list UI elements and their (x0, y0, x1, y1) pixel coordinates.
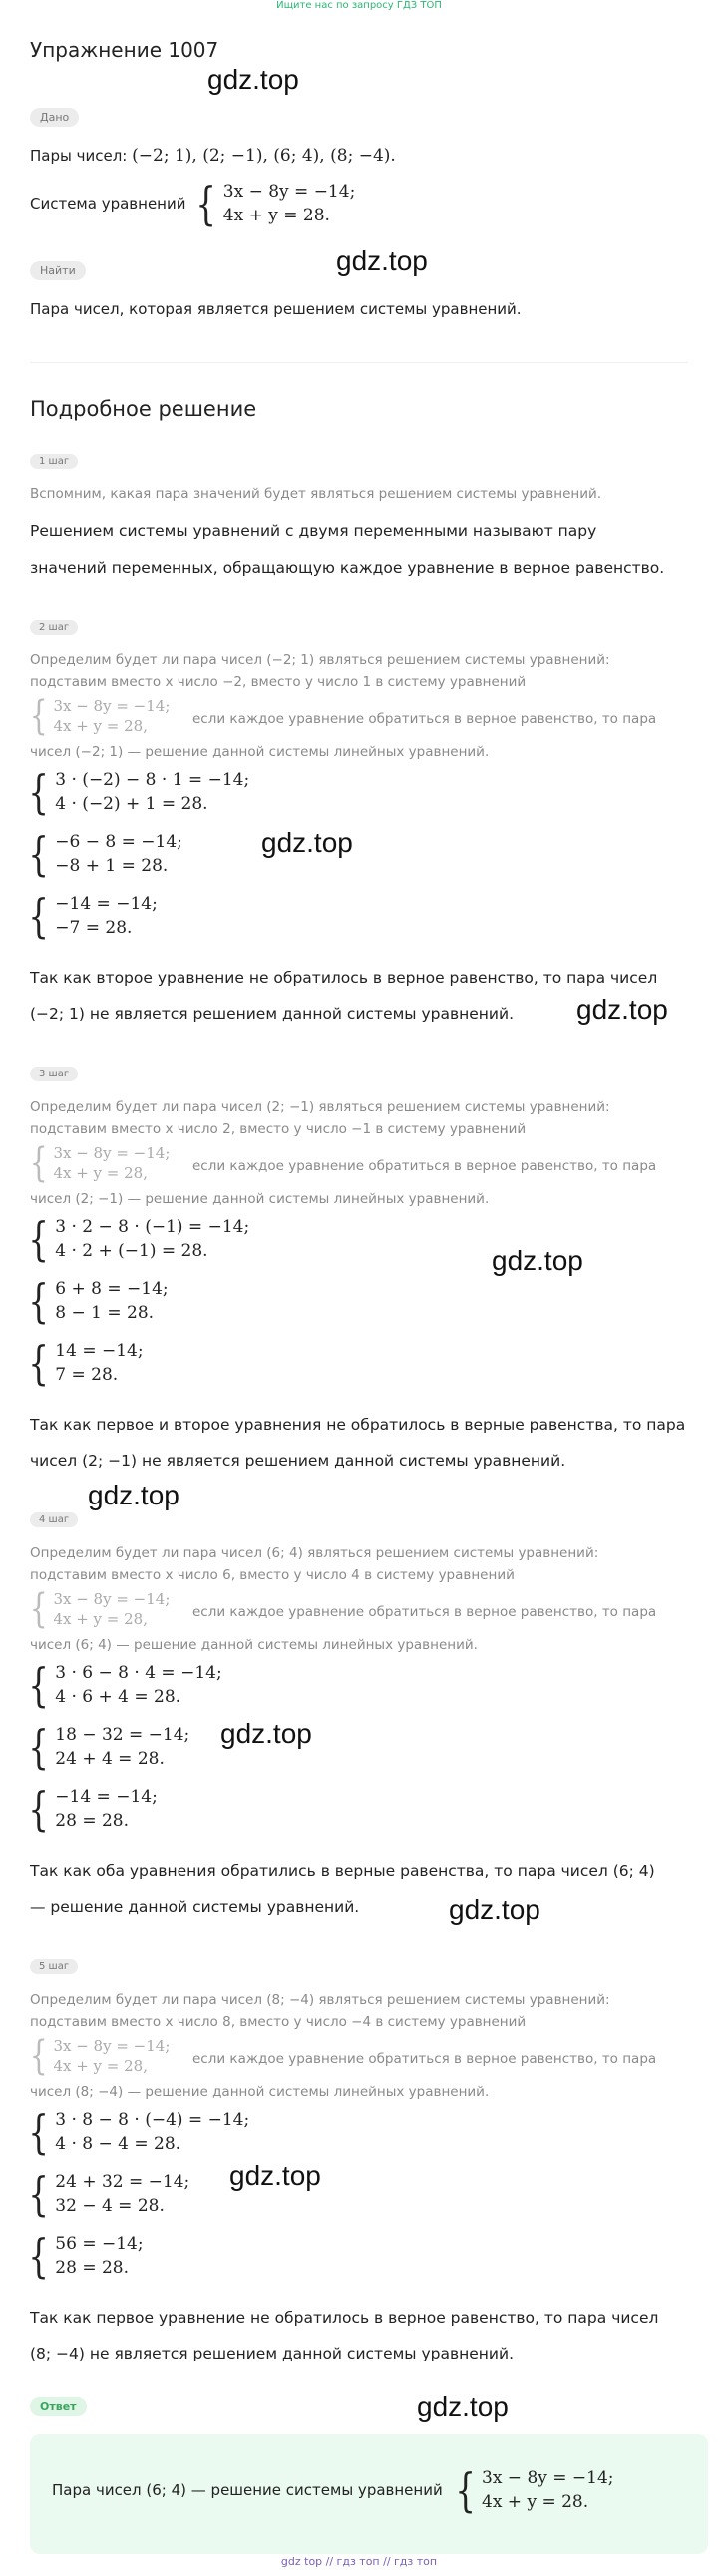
step2-calc2 (24, 827, 182, 881)
calc-eq: 4 · 6 + 4 = 28. (55, 1687, 181, 1707)
step4-pair: чисел (6; 4) (30, 1637, 112, 1653)
step4-generic-system (26, 1586, 171, 1632)
brace-icon: { (28, 1336, 49, 1390)
brace-icon: { (28, 765, 49, 819)
calc-eq: 3 · 2 − 8 · (−1) = −14; (55, 1217, 250, 1237)
step1-line1: Решением системы уравнений с двумя переменными называют пару (30, 522, 597, 540)
step4-pair-line (30, 1637, 478, 1653)
answer-content (52, 2463, 614, 2517)
calc-eq: 3 · (−2) − 8 · 1 = −14; (55, 770, 250, 790)
calc-eq: 18 − 32 = −14; (55, 1725, 190, 1745)
linear-suffix: — решение данной системы линейных уравнений. (127, 2084, 490, 2100)
brace-icon: { (28, 827, 49, 881)
brace-icon: { (28, 1274, 49, 1328)
step3-hint2: подставим вместо x число 2, вместо y число −1 в систему уравнений (30, 1121, 527, 1137)
linear-suffix: — решение данной системы линейных уравнений. (116, 1637, 478, 1653)
step5-pair: чисел (8; −4) (30, 2084, 124, 2100)
calc-eq: 4 · (−2) + 1 = 28. (55, 794, 208, 814)
step5-calc1 (24, 2105, 250, 2159)
calc-eq: 28 = 28. (55, 2258, 130, 2278)
step1-line2: значений переменных, обращающую каждое уравнение в верное равенство. (30, 559, 665, 577)
step5-generic-system (26, 2033, 171, 2079)
generic-eq2: 4x + y = 28, (53, 1164, 148, 1182)
calc-eq: −14 = −14; (55, 894, 158, 914)
brace-icon: { (29, 1586, 48, 1632)
brace-icon: { (455, 2463, 476, 2517)
step5-calc2 (24, 2167, 190, 2221)
step5-calc3 (24, 2229, 144, 2283)
answer-text: Пара чисел (6; 4) — решение системы уравнений (52, 2481, 443, 2499)
step3-pair-line (30, 1191, 489, 1207)
step4-calc2 (24, 1720, 190, 1774)
brace-icon: { (29, 693, 48, 739)
answer-pill: Ответ (30, 2397, 87, 2416)
brace-icon: { (28, 2229, 49, 2283)
brace-icon: { (28, 1658, 49, 1712)
generic-eq2: 4x + y = 28, (53, 2057, 148, 2075)
step2-hint1: Определим будет ли пара чисел (−2; 1) являться решением системы уравнений: (30, 652, 610, 668)
step3-pill: 3 шаг (30, 1067, 78, 1081)
step2-calc1 (24, 765, 250, 819)
step5-pair-line (30, 2084, 489, 2100)
step3-conclusion1: Так как первое и второе уравнения не обратилось в верные равенства, то пара (30, 1416, 686, 1434)
system-label: Система уравнений (30, 195, 186, 213)
brace-icon: { (28, 1212, 49, 1266)
page-title: Упражнение 1007 (30, 38, 219, 62)
calc-eq: 4 · 2 + (−1) = 28. (55, 1241, 208, 1261)
watermark: gdz.top (207, 64, 299, 95)
divider (30, 362, 688, 363)
step2-generic-system (26, 693, 171, 739)
top-note[interactable]: Ищите нас по запросу ГДЗ ТОП (276, 0, 442, 11)
step2-calc3 (24, 889, 158, 943)
system-eq1: 3x − 8y = −14; (222, 182, 356, 202)
generic-eq1: 3x − 8y = −14; (53, 1590, 171, 1608)
generic-eq1: 3x − 8y = −14; (53, 1144, 171, 1162)
generic-eq2: 4x + y = 28, (53, 1610, 148, 1628)
calc-eq: 3 · 8 − 8 · (−4) = −14; (55, 2110, 250, 2130)
calc-eq: 28 = 28. (55, 1811, 130, 1831)
step4-conclusion2: — решение данной системы уравнений. (30, 1898, 360, 1916)
step3-if-text: если каждое уравнение обратиться в верное равенство, то пара (192, 1158, 657, 1174)
answer-eq1: 3x − 8y = −14; (482, 2468, 614, 2488)
step5-pill: 5 шаг (30, 1959, 78, 1974)
watermark: gdz.top (449, 1894, 540, 1925)
step4-conclusion1: Так как оба уравнения обратились в верные равенства, то пара чисел (6; 4) (30, 1862, 655, 1880)
watermark: gdz.top (492, 1245, 583, 1276)
step3-generic-system (26, 1140, 171, 1186)
step5-if-text: если каждое уравнение обратиться в верное равенство, то пара (192, 2051, 657, 2067)
generic-eq1: 3x − 8y = −14; (53, 2037, 171, 2055)
step4-calc3 (24, 1782, 158, 1836)
calc-eq: −7 = 28. (55, 918, 133, 938)
brace-icon: { (28, 2167, 49, 2221)
generic-eq1: 3x − 8y = −14; (53, 697, 171, 715)
step5-conclusion1: Так как первое уравнение не обратилось в верное равенство, то пара чисел (30, 2309, 659, 2327)
step5-hint1: Определим будет ли пара чисел (8; −4) являться решением системы уравнений: (30, 1992, 610, 2008)
step4-hint2: подставим вместо x число 6, вместо y число 4 в систему уравнений (30, 1567, 515, 1583)
calc-eq: 3 · 6 − 8 · 4 = −14; (55, 1663, 222, 1683)
step4-if-text: если каждое уравнение обратиться в верное равенство, то пара (192, 1604, 657, 1620)
step3-hint1: Определим будет ли пара чисел (2; −1) являться решением системы уравнений: (30, 1099, 610, 1115)
pairs-value: (−2; 1), (2; −1), (6; 4), (8; −4). (132, 146, 396, 166)
calc-eq: 24 + 4 = 28. (55, 1749, 165, 1769)
step4-pill: 4 шаг (30, 1512, 78, 1527)
step2-pair: чисел (−2; 1) (30, 744, 124, 760)
calc-eq: 6 + 8 = −14; (55, 1279, 169, 1299)
step3-calc3 (24, 1336, 144, 1390)
watermark: gdz.top (417, 2391, 509, 2422)
step4-hint1: Определим будет ли пара чисел (6; 4) являться решением системы уравнений: (30, 1545, 599, 1561)
step2-hint2: подставим вместо x число −2, вместо y число 1 в систему уравнений (30, 674, 527, 690)
calc-eq: 4 · 8 − 4 = 28. (55, 2134, 181, 2154)
step2-conclusion1: Так как второе уравнение не обратилось в верное равенство, то пара чисел (30, 969, 658, 987)
calc-eq: 14 = −14; (55, 1341, 144, 1361)
step3-calc2 (24, 1274, 169, 1328)
brace-icon: { (28, 2105, 49, 2159)
step3-pair: чисел (2; −1) (30, 1191, 124, 1207)
step1-pill: 1 шаг (30, 454, 78, 469)
step2-pair-line (30, 744, 489, 760)
watermark: gdz.top (88, 1480, 180, 1510)
calc-eq: −6 − 8 = −14; (55, 832, 182, 852)
pairs-line (30, 146, 396, 166)
watermark: gdz.top (261, 827, 353, 858)
system-eq2: 4x + y = 28. (222, 206, 330, 225)
watermark: gdz.top (229, 2160, 321, 2191)
find-pill: Найти (30, 261, 86, 280)
step2-conclusion2: (−2; 1) не является решением данной системы уравнений. (30, 1005, 514, 1023)
step5-conclusion2: (8; −4) не является решением данной системы уравнений. (30, 2345, 514, 2362)
brace-icon: { (28, 1782, 49, 1836)
step2-if-text: если каждое уравнение обратиться в верное равенство, то пара (192, 711, 657, 727)
find-text: Пара чисел, которая является решением системы уравнений. (30, 300, 522, 318)
pairs-label: Пары чисел: (30, 147, 128, 165)
linear-suffix: — решение данной системы линейных уравнений. (127, 744, 490, 760)
calc-eq: 32 − 4 = 28. (55, 2196, 165, 2216)
calc-eq: −14 = −14; (55, 1787, 158, 1807)
brace-icon: { (29, 2033, 48, 2079)
watermark: gdz.top (576, 994, 668, 1025)
given-system (30, 177, 356, 230)
footer-links[interactable]: gdz top // гдз топ // гдз топ (280, 2555, 438, 2568)
step4-calc1 (24, 1658, 222, 1712)
step5-hint2: подставим вместо x число 8, вместо y число −4 в систему уравнений (30, 2014, 527, 2030)
calc-eq: 7 = 28. (55, 1365, 119, 1385)
brace-icon: { (28, 1720, 49, 1774)
watermark: gdz.top (336, 245, 428, 276)
step3-calc1 (24, 1212, 250, 1266)
calc-eq: 24 + 32 = −14; (55, 2172, 190, 2192)
brace-icon: { (195, 177, 217, 230)
calc-eq: −8 + 1 = 28. (55, 856, 169, 876)
step3-conclusion2: чисел (2; −1) не является решением данной системы уравнений. (30, 1452, 566, 1470)
generic-eq2: 4x + y = 28, (53, 717, 148, 735)
step1-hint: Вспомним, какая пара значений будет являться решением системы уравнений. (30, 486, 602, 502)
given-pill: Дано (30, 108, 79, 127)
calc-eq: 56 = −14; (55, 2234, 144, 2254)
brace-icon: { (29, 1140, 48, 1186)
answer-eq2: 4x + y = 28. (482, 2492, 589, 2512)
brace-icon: { (28, 889, 49, 943)
linear-suffix: — решение данной системы линейных уравнений. (127, 1191, 490, 1207)
calc-eq: 8 − 1 = 28. (55, 1303, 155, 1323)
step2-pill: 2 шаг (30, 620, 78, 635)
solution-title: Подробное решение (30, 397, 257, 421)
watermark: gdz.top (220, 1718, 312, 1749)
